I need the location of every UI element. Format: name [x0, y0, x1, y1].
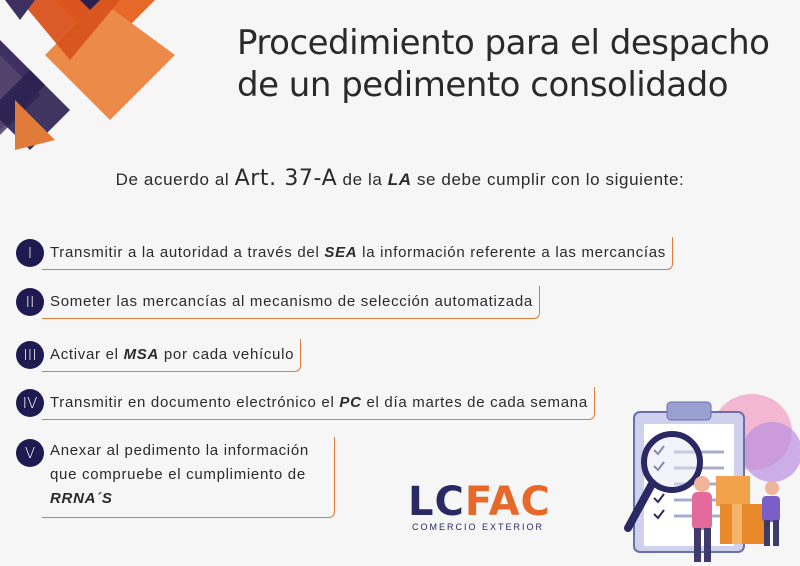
clipboard-magnifier-illustration: [612, 392, 800, 566]
page-title: Procedimiento para el despacho de un pedimento consolidado: [237, 23, 770, 105]
step-number: V: [16, 439, 44, 467]
corner-decoration: [0, 0, 200, 150]
step-text: Activar el MSA por cada vehículo: [42, 339, 301, 372]
step-4: [16, 387, 595, 420]
step-number: III: [16, 341, 44, 369]
intro-mid: de la: [337, 170, 388, 189]
step-text: Someter las mercancías al mecanismo de selección automatizada: [42, 286, 540, 319]
intro-pre: De acuerdo al: [115, 170, 235, 189]
step-3: [16, 339, 301, 372]
step-number: II: [16, 288, 44, 316]
intro-article: Art. 37-A: [234, 166, 338, 191]
intro-text: [0, 166, 800, 191]
intro-post: se debe cumplir con lo siguiente:: [411, 170, 685, 189]
logo-subtitle: COMERCIO EXTERIOR: [411, 522, 544, 532]
step-text: Transmitir en documento electrónico el PC el día martes de cada semana: [42, 387, 595, 420]
step-text: Transmitir a la autoridad a través del SEA la información referente a las mercancías: [42, 237, 673, 270]
step-5: [16, 437, 335, 518]
step-number: IV: [16, 389, 44, 417]
intro-law: LA: [387, 170, 412, 189]
step-number: I: [16, 239, 44, 267]
step-2: [16, 286, 540, 319]
step-text: Anexar al pedimento la información que compruebe el cumplimiento de RRNA´S: [42, 437, 335, 518]
step-1: [16, 237, 673, 270]
company-logo: LCFAC COMERCIO EXTERIOR: [408, 479, 551, 532]
